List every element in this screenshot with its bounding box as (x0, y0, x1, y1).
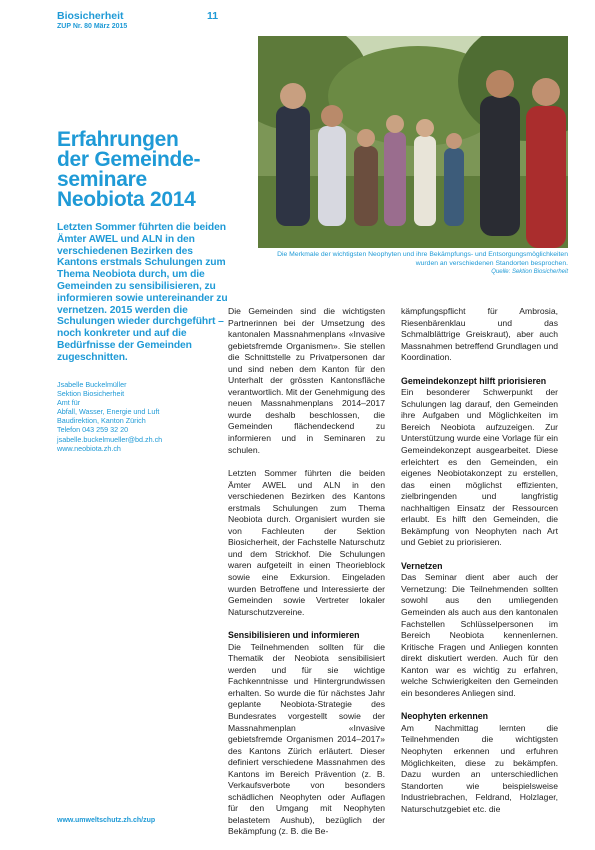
title-line-3: seminare (57, 168, 147, 191)
paragraph: Ein besonderer Schwerpunkt der Schulungen lag darauf, den Gemeinden ihre Aufgaben und Möglichkeiten im Bereich Neobiota aufzuzeigen. Zur Unterstützung wurde eine Vorlage für ein Gemeindekonzept ausgearbeitet. Diese erleichtert es den Gemeinden, ein eigenes Neobiotakonzept zu erstellen, das einen möglichst effizienten, zielbringenden und langfristig nachhaltigen Einsatz der Ressourcen erlaubt. Es hilft den Gemeinden, die Bekämpfung von Neophyten nach Art und Gebiet zu priorisieren. (401, 387, 558, 548)
author-unit: Sektion Biosicherheit (57, 389, 125, 399)
photo-caption-text: Die Merkmale der wichtigsten Neophyten und ihre Bekämpfungs- und Entsorgungsmöglichkeiten wurden an verschiedenen Standorten besprochen. (277, 251, 568, 267)
author-email-link[interactable]: jsabelle.buckelmueller@bd.zh.ch (57, 434, 163, 444)
photo-caption (258, 250, 568, 277)
paragraph: Die Teilnehmenden sollten für die Thematik der Neobiota sensibilisiert werden und für sie wichtige Fachkenntnisse und Hintergrundwissen erhalten. So wurde die für nächstes Jahr geplante Neobiota-Strategie des Bundesrates vorgestellt sowie der Massnahmenplan «Invasive gebietsfremde Organismen 2014–2017» des Kantons Zürich erläutert. Dieser definiert verschiedene Massnahmen des Kantons im Bereich Prävention (z. B. Verkaufsverbote von besonders schädlichen Neophyten oder Auflagen für den Umgang mit Neophyten belastetem Aushub), bezüglich der Bekämpfung (z. B. die Be- (228, 641, 385, 837)
website-link[interactable]: www.neobiota.zh.ch (57, 443, 121, 453)
paragraph: Die Gemeinden sind die wichtigsten Partnerinnen bei der Umsetzung des kantonalen Massnahmenplans «Invasive gebietsfremde Organismen». Sie stellen die Schnittstelle zu Privatpersonen dar und sind neben dem Kanton für den Unterhalt der grössten Kantonsfläche verantwortlich. Mit der Genehmigung des neuen Massnahmenplans 2014–2017 wurde deshalb beschlossen, die Gemeinden flächendeckend zu informieren und in Seminaren zu schulen. (228, 306, 385, 455)
author-name: Jsabelle Buckelmüller (57, 380, 127, 389)
article-lead: Letzten Sommer führten die beiden Ämter AWEL und ALN in den verschiedenen Bezirken des Kantons erstmals Schulungen zum Thema Neobiota durch, um die Gemeinden zu sensibilisieren, zu informieren sowie untereinander zu vernetzen. 2015 werden die Schulungen wieder durchgeführt – noch konkreter und auf die Bedürfnisse der Gemeinden zugeschnitten. (57, 222, 228, 363)
author-contact (57, 380, 233, 453)
subheading-neophyten: Neophyten erkennen (401, 711, 489, 722)
paragraph: kämpfungspflicht für Ambrosia, Riesenbärenklau und das Schmalblättrige Greiskraut), aber auch Massnahmen betreffend Grundlagen und Koordination. (401, 306, 558, 363)
subheading-sensibilisieren: Sensibilisieren und informieren (228, 630, 360, 641)
paragraph: Das Seminar dient aber auch der Vernetzung: Die Teilnehmenden sollten sowohl aus den umliegenden Gemeinden als auch aus den kantonalen Fachstellen Schlüsselpersonen im Bereich Neobiota kennenlernen. Kritische Fragen und Anliegen konnten direkt diskutiert werden. Auch für den Kanton war es wichtig zu erfahren, welche Schwierigkeiten den Gemeinden ein besonderes Anliegen sind. (401, 572, 558, 698)
body-column-1 (228, 306, 385, 850)
footer-link[interactable]: www.umweltschutz.zh.ch/zup (57, 817, 156, 824)
subheading-vernetzen: Vernetzen (401, 560, 443, 571)
author-directorate: Baudirektion, Kanton Zürich (57, 416, 146, 426)
title-line-1: Erfahrungen (57, 128, 179, 151)
title-line-2: der Gemeinde- (57, 148, 201, 171)
article-photo (258, 36, 568, 248)
paragraph: Letzten Sommer führten die beiden Ämter AWEL und ALN in den verschiedenen Bezirken des Kantons erstmals Schulungen zum Thema Neobiota durch. Organisiert wurden sie von Fachleuten der Sektion Biosicherheit, der Fachstelle Naturschutz und dem Strickhof. Die Schulungen waren aufgeteilt in einen Theorieblock sowie eine Exkursion. Eingeladen wurden Betroffene und Interessierte der Gemeinden sowie Vertreter lokaler Naturschutzvereine. (228, 468, 385, 617)
author-office-2: Abfall, Wasser, Energie und Luft (57, 407, 160, 417)
issue-label: ZUP Nr. 80 März 2015 (57, 23, 128, 30)
page-number: 11 (207, 10, 219, 22)
title-line-4: Neobiota 2014 (57, 188, 196, 211)
paragraph: Am Nachmittag lernten die Teilnehmenden die wichtigsten Neophyten erkennen und erfuhren Möglichkeiten, diese zu bekämpfen. Dazu wurden an unterschiedlichen Standorten wie beispielsweise Industriebrachen, Feldrand, Holzlager, Naturschutzgebiet etc. die (401, 722, 558, 814)
body-column-2 (401, 306, 558, 819)
photo-credit: Quelle: Sektion Biosicherheit (491, 269, 568, 275)
author-phone: Telefon 043 259 32 20 (57, 425, 129, 435)
article-title (57, 130, 237, 210)
author-office-1: Amt für (57, 398, 81, 408)
subheading-gemeindekonzept: Gemeindekonzept hilft priorisieren (401, 375, 547, 386)
section-title: Biosicherheit (57, 10, 124, 22)
